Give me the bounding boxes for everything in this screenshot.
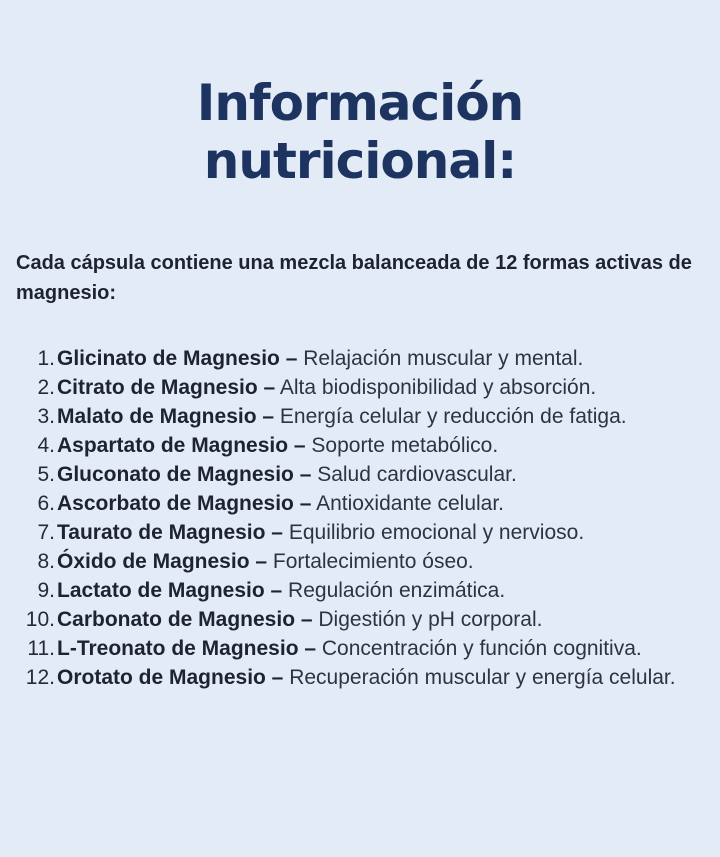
item-description: Concentración y función cognitiva. bbox=[316, 637, 642, 660]
item-name: L-Treonato de Magnesio – bbox=[57, 637, 317, 660]
item-number: 5. bbox=[37, 463, 55, 486]
list-item bbox=[0, 460, 720, 489]
item-name: Ascorbato de Magnesio – bbox=[57, 492, 312, 515]
item-description: Energía celular y reducción de fatiga. bbox=[274, 405, 627, 428]
item-description: Alta biodisponibilidad y absorción. bbox=[275, 376, 597, 399]
item-number: 12. bbox=[25, 666, 55, 689]
item-description: Soporte metabólico. bbox=[305, 434, 499, 457]
item-name: Orotato de Magnesio – bbox=[57, 666, 284, 689]
item-name: Glicinato de Magnesio – bbox=[57, 347, 298, 370]
item-number: 3. bbox=[37, 405, 55, 428]
list-item bbox=[0, 576, 720, 605]
item-description: Salud cardiovascular. bbox=[311, 463, 517, 486]
item-number: 11. bbox=[27, 637, 55, 660]
item-description: Regulación enzimática. bbox=[282, 579, 506, 602]
item-number: 1. bbox=[37, 347, 55, 370]
list-item bbox=[0, 663, 720, 692]
item-description: Relajación muscular y mental. bbox=[297, 347, 584, 370]
page-title bbox=[0, 74, 720, 190]
item-number: 8. bbox=[37, 550, 55, 573]
item-number: 7. bbox=[37, 521, 55, 544]
item-description: Fortalecimiento óseo. bbox=[267, 550, 474, 573]
item-name: Malato de Magnesio – bbox=[57, 405, 275, 428]
item-number: 10. bbox=[25, 608, 55, 631]
item-description: Recuperación muscular y energía celular. bbox=[283, 666, 676, 689]
item-name: Citrato de Magnesio – bbox=[57, 376, 276, 399]
list-item bbox=[0, 605, 720, 634]
magnesium-forms-list bbox=[0, 344, 720, 692]
list-item bbox=[0, 634, 720, 663]
item-name: Taurato de Magnesio – bbox=[57, 521, 283, 544]
item-name: Carbonato de Magnesio – bbox=[57, 608, 313, 631]
list-item bbox=[0, 431, 720, 460]
list-item bbox=[0, 547, 720, 576]
item-name: Gluconato de Magnesio – bbox=[57, 463, 312, 486]
list-item bbox=[0, 402, 720, 431]
intro-text: Cada cápsula contiene una mezcla balanceada de 12 formas activas de magnesio: bbox=[16, 252, 692, 304]
item-description: Equilibrio emocional y nervioso. bbox=[283, 521, 585, 544]
list-item bbox=[0, 489, 720, 518]
list-item bbox=[0, 344, 720, 373]
item-description: Digestión y pH corporal. bbox=[312, 608, 543, 631]
item-name: Óxido de Magnesio – bbox=[57, 550, 268, 573]
item-number: 2. bbox=[37, 376, 55, 399]
title-line-2: nutricional: bbox=[203, 131, 517, 190]
title-line-1: Información bbox=[196, 73, 524, 132]
list-item bbox=[0, 518, 720, 547]
item-name: Lactato de Magnesio – bbox=[57, 579, 283, 602]
item-description: Antioxidante celular. bbox=[311, 492, 505, 515]
item-number: 4. bbox=[37, 434, 55, 457]
item-name: Aspartato de Magnesio – bbox=[57, 434, 306, 457]
item-number: 6. bbox=[37, 492, 55, 515]
list-item bbox=[0, 373, 720, 402]
item-number: 9. bbox=[37, 579, 55, 602]
